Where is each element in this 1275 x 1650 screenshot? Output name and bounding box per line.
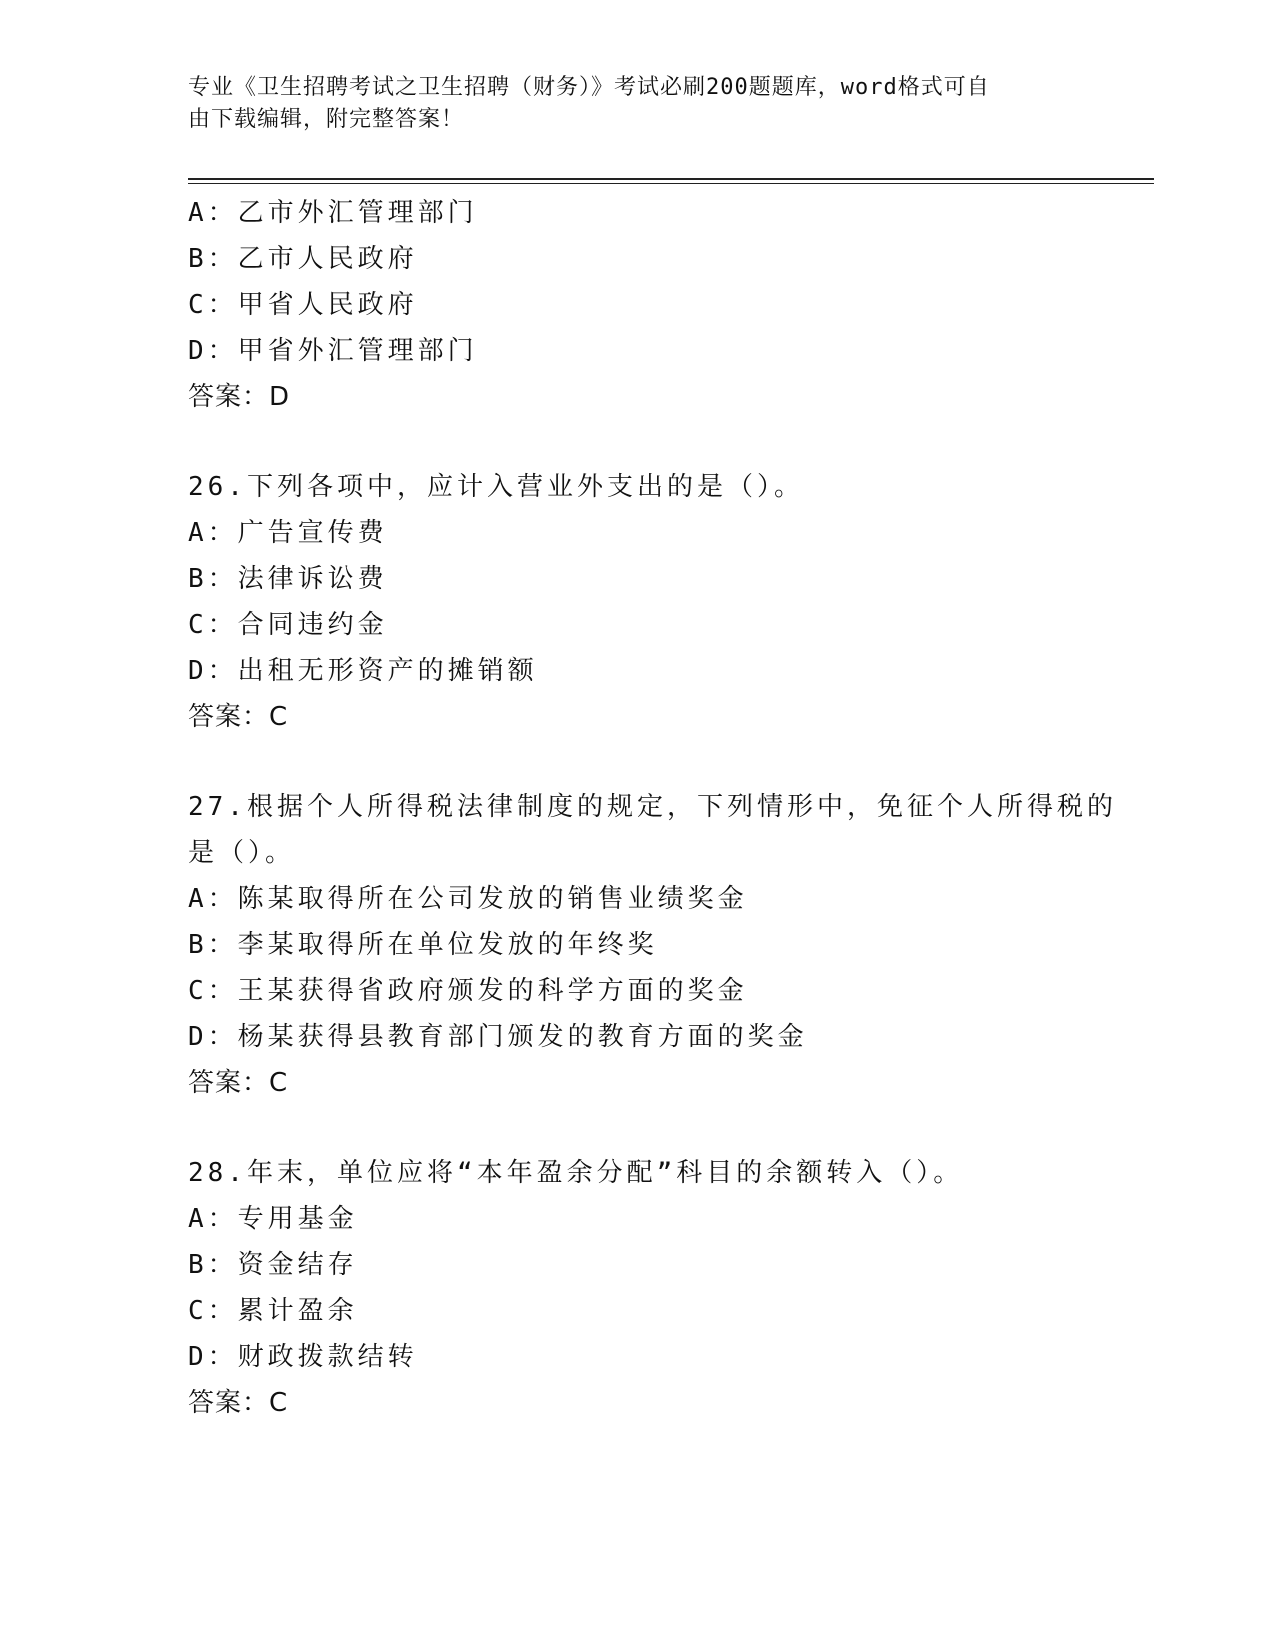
option-c: C：甲省人民政府 [188, 290, 418, 320]
header-line-2: 由下载编辑，附完整答案！ [188, 107, 465, 132]
question-text: 28.年末，单位应将“本年盈余分配”科目的余额转入（）。 [188, 1158, 964, 1188]
option-c: C：累计盈余 [188, 1296, 358, 1326]
option-b: B：乙市人民政府 [188, 244, 418, 274]
option-d: D：财政拨款结转 [188, 1342, 418, 1372]
option-b: B：资金结存 [188, 1250, 358, 1280]
question-text: 27.根据个人所得税法律制度的规定，下列情形中，免征个人所得税的 [188, 792, 1117, 822]
option-c: C：王某获得省政府颁发的科学方面的奖金 [188, 976, 748, 1006]
question-block-26 [188, 464, 1088, 740]
option-d: D：出租无形资产的摊销额 [188, 656, 538, 686]
question-block-prev [188, 190, 1088, 420]
answer-line: 答案：C [188, 702, 289, 732]
header-divider-thick [188, 178, 1154, 180]
option-a: A：专用基金 [188, 1204, 358, 1234]
header-line-1: 专业《卫生招聘考试之卫生招聘（财务）》考试必刷200题题库，word格式可自 [188, 75, 990, 100]
option-c: C：合同违约金 [188, 610, 388, 640]
option-a: A：陈某取得所在公司发放的销售业绩奖金 [188, 884, 748, 914]
answer-line: 答案：C [188, 1068, 289, 1098]
option-b: B：法律诉讼费 [188, 564, 388, 594]
option-a: A：乙市外汇管理部门 [188, 198, 478, 228]
option-a: A：广告宣传费 [188, 518, 388, 548]
option-d: D：杨某获得县教育部门颁发的教育方面的奖金 [188, 1022, 808, 1052]
option-b: B：李某取得所在单位发放的年终奖 [188, 930, 658, 960]
question-list [188, 190, 1117, 1426]
question-block-28 [188, 1150, 1088, 1426]
document-header [188, 72, 1068, 136]
answer-line: 答案：D [188, 382, 291, 412]
answer-line: 答案：C [188, 1388, 289, 1418]
question-text-continued: 是（）。 [188, 838, 296, 868]
question-block-27 [188, 784, 1117, 1106]
question-text: 26.下列各项中，应计入营业外支出的是（）。 [188, 472, 804, 502]
header-divider-thin [188, 183, 1154, 184]
option-d: D：甲省外汇管理部门 [188, 336, 478, 366]
